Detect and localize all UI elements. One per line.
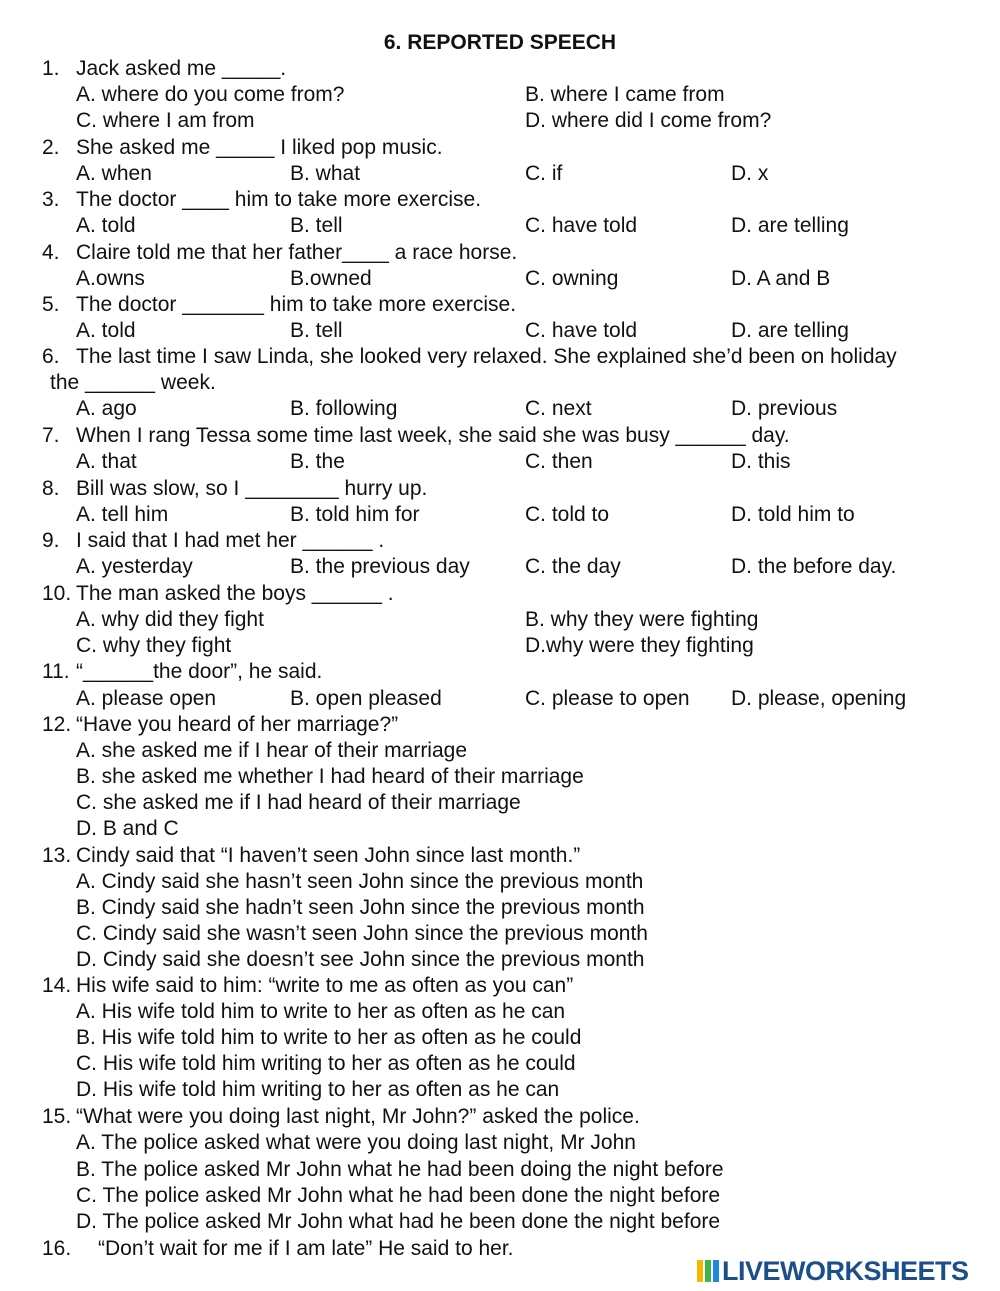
option-d[interactable]: D. His wife told him writing to her as often as he can [76, 1078, 560, 1101]
question-number: 2. [42, 136, 60, 159]
question-text: “______the door”, he said. [76, 660, 323, 683]
question-number: 3. [42, 188, 60, 211]
question-number: 9. [42, 529, 60, 552]
option-a[interactable]: A. His wife told him to write to her as often as he can [76, 1000, 566, 1023]
question-text: She asked me _____ I liked pop music. [76, 136, 443, 159]
question-9 [42, 528, 980, 554]
option-b[interactable]: B. His wife told him to write to her as often as he could [76, 1026, 582, 1049]
question-text: “Have you heard of her marriage?” [76, 713, 399, 736]
question-text: The man asked the boys ______ . [76, 582, 394, 605]
option-a[interactable]: A. ago [76, 397, 137, 420]
option-d[interactable]: D. The police asked Mr John what had he been done the night before [76, 1210, 721, 1233]
question-number: 7. [42, 424, 60, 447]
option-b[interactable]: B. the previous day [290, 555, 470, 578]
option-c[interactable]: C. next [525, 397, 592, 420]
logo-icon [697, 1260, 719, 1282]
option-a[interactable]: A. Cindy said she hasn’t seen John since the previous month [76, 870, 644, 893]
option-a[interactable]: A. when [76, 162, 152, 185]
option-d[interactable]: D. are telling [731, 214, 849, 237]
option-b[interactable]: B. tell [290, 214, 343, 237]
question-3 [42, 187, 980, 213]
question-number: 12. [42, 713, 72, 736]
option-d[interactable]: D. Cindy said she doesn’t see John since the previous month [76, 948, 645, 971]
option-a[interactable]: A. where do you come from? [76, 83, 345, 106]
question-text: When I rang Tessa some time last week, she said she was busy ______ day. [76, 424, 790, 447]
question-number: 15. [42, 1105, 72, 1128]
option-b[interactable]: B. what [290, 162, 361, 185]
liveworksheets-logo[interactable] [697, 1255, 997, 1287]
question-text: The doctor _______ him to take more exercise. [76, 293, 517, 316]
question-text: “What were you doing last night, Mr John?” asked the police. [76, 1105, 640, 1128]
option-b[interactable]: B. told him for [290, 503, 420, 526]
question-number: 4. [42, 241, 60, 264]
option-d[interactable]: D.why were they fighting [525, 634, 754, 657]
option-d[interactable]: D. told him to [731, 503, 855, 526]
question-number: 8. [42, 477, 60, 500]
option-a[interactable]: A. why did they fight [76, 608, 264, 631]
option-a[interactable]: A. please open [76, 687, 217, 710]
question-6-continued [42, 370, 980, 396]
option-d[interactable]: D. the before day. [731, 555, 897, 578]
option-b[interactable]: B. The police asked Mr John what he had been doing the night before [76, 1158, 724, 1181]
question-4 [42, 240, 980, 266]
option-b[interactable]: B.owned [290, 267, 372, 290]
question-number: 11. [42, 660, 70, 683]
option-c[interactable]: C. have told [525, 319, 638, 342]
question-number: 6. [42, 345, 60, 368]
option-c[interactable]: C. The police asked Mr John what he had been done the night before [76, 1184, 721, 1207]
option-d[interactable]: D. are telling [731, 319, 849, 342]
option-d[interactable]: D. where did I come from? [525, 109, 772, 132]
option-a[interactable]: A. told [76, 319, 136, 342]
option-d[interactable]: D. A and B [731, 267, 831, 290]
option-c[interactable]: C. she asked me if I had heard of their marriage [76, 791, 521, 814]
question-number: 14. [42, 974, 72, 997]
option-c[interactable]: C. where I am from [76, 109, 255, 132]
option-b[interactable]: B. the [290, 450, 345, 473]
option-c[interactable]: C. His wife told him writing to her as often as he could [76, 1052, 576, 1075]
option-a[interactable]: A.owns [76, 267, 145, 290]
option-c[interactable]: C. then [525, 450, 593, 473]
question-13 [42, 843, 980, 869]
option-a[interactable]: A. that [76, 450, 137, 473]
option-d[interactable]: D. this [731, 450, 791, 473]
question-number: 5. [42, 293, 60, 316]
option-b[interactable]: B. open pleased [290, 687, 442, 710]
option-b[interactable]: B. Cindy said she hadn’t seen John since the previous month [76, 896, 645, 919]
question-12 [42, 712, 980, 738]
question-number: 13. [42, 844, 72, 867]
option-c[interactable]: C. owning [525, 267, 619, 290]
option-b[interactable]: B. tell [290, 319, 343, 342]
question-text: Claire told me that her father____ a race horse. [76, 241, 518, 264]
option-a[interactable]: A. she asked me if I hear of their marriage [76, 739, 468, 762]
option-c[interactable]: C. told to [525, 503, 610, 526]
question-text: The last time I saw Linda, she looked very relaxed. She explained she’d been on holiday [76, 345, 897, 368]
option-d[interactable]: D. please, opening [731, 687, 907, 710]
option-d[interactable]: D. previous [731, 397, 838, 420]
question-2 [42, 135, 980, 161]
logo-text: LIVEWORKSHEETS [722, 1255, 969, 1286]
option-c[interactable]: C. the day [525, 555, 621, 578]
question-14 [42, 973, 980, 999]
option-b[interactable]: B. following [290, 397, 398, 420]
question-8 [42, 476, 980, 502]
question-number: 10. [42, 582, 72, 605]
option-b[interactable]: B. she asked me whether I had heard of their marriage [76, 765, 584, 788]
option-b[interactable]: B. why they were fighting [525, 608, 759, 631]
option-c[interactable]: C. have told [525, 214, 638, 237]
question-text-continued: the ______ week. [50, 371, 216, 394]
option-a[interactable]: A. told [76, 214, 136, 237]
question-text: Bill was slow, so I ________ hurry up. [76, 477, 428, 500]
option-c[interactable]: C. if [525, 162, 563, 185]
option-a[interactable]: A. The police asked what were you doing last night, Mr John [76, 1131, 636, 1154]
question-text: His wife said to him: “write to me as often as you can” [76, 974, 574, 997]
option-a[interactable]: A. yesterday [76, 555, 193, 578]
question-text: I said that I had met her ______ . [76, 529, 385, 552]
option-c[interactable]: C. please to open [525, 687, 690, 710]
option-c[interactable]: C. Cindy said she wasn’t seen John since the previous month [76, 922, 648, 945]
option-a[interactable]: A. tell him [76, 503, 169, 526]
question-11 [42, 659, 980, 685]
question-number: 16. [42, 1237, 72, 1260]
question-7 [42, 423, 980, 449]
question-1 [42, 56, 980, 82]
option-d[interactable]: D. x [731, 162, 769, 185]
question-number: 1. [42, 57, 60, 80]
question-text: The doctor ____ him to take more exercise. [76, 188, 482, 211]
question-15 [42, 1104, 980, 1130]
question-5 [42, 292, 980, 318]
question-10 [42, 581, 980, 607]
question-text: Cindy said that “I haven’t seen John since last month.” [76, 844, 581, 867]
option-d[interactable]: D. B and C [76, 817, 179, 840]
option-b[interactable]: B. where I came from [525, 83, 725, 106]
option-c[interactable]: C. why they fight [76, 634, 232, 657]
question-6 [42, 344, 980, 370]
page-title: 6. REPORTED SPEECH [383, 31, 617, 54]
question-text: “Don’t wait for me if I am late” He said to her. [98, 1237, 514, 1260]
question-text: Jack asked me _____. [76, 57, 287, 80]
